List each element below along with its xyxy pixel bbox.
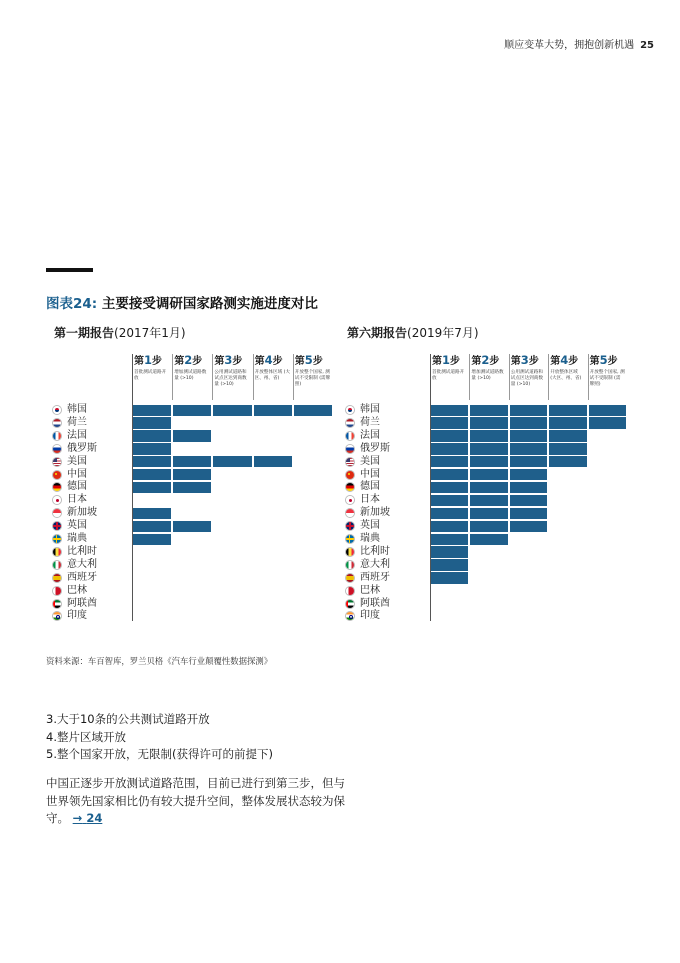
progress-bar-segment xyxy=(173,430,211,441)
progress-bar-segment xyxy=(213,405,251,416)
step-header-1 xyxy=(432,354,467,400)
progress-bar-segment xyxy=(431,508,468,519)
step-header-2 xyxy=(471,354,506,400)
country-name: 阿联酋 xyxy=(360,597,390,609)
country-name: 西班牙 xyxy=(360,571,390,583)
country-label xyxy=(52,417,138,429)
sweden-flag-icon xyxy=(345,534,355,544)
india-flag-icon xyxy=(52,611,62,621)
panel-title xyxy=(347,324,479,341)
country-label xyxy=(345,533,431,545)
progress-bar-segment xyxy=(431,417,468,428)
progress-bar-segment xyxy=(470,521,507,532)
country-name: 瑞典 xyxy=(360,533,380,544)
spain-flag-icon xyxy=(52,573,62,583)
progress-bar-segment xyxy=(470,456,507,467)
step-header-4 xyxy=(255,354,291,400)
germany-flag-icon xyxy=(345,482,355,492)
country-label xyxy=(52,520,138,532)
country-name: 西班牙 xyxy=(67,571,97,583)
panel-title-text: 第一期报告 xyxy=(54,326,115,340)
progress-bar-segment xyxy=(470,417,507,428)
step-header-4 xyxy=(550,354,585,400)
progress-bar-segment xyxy=(173,456,211,467)
step-number: 第4步 xyxy=(550,353,579,367)
country-label xyxy=(345,469,431,481)
step-description: 开放整个国家, 测试不受限制 (需牌照) xyxy=(589,370,625,388)
step-number: 第5步 xyxy=(589,353,618,367)
country-name: 韩国 xyxy=(67,404,87,415)
panel-subtitle: (2017年1月) xyxy=(114,326,186,340)
country-name: 比利时 xyxy=(360,545,390,557)
country-label xyxy=(345,430,431,442)
uae-flag-icon xyxy=(52,599,62,609)
progress-bar-segment xyxy=(470,469,507,480)
section-rule xyxy=(46,268,93,272)
country-name: 巴林 xyxy=(67,584,87,596)
step-number: 第2步 xyxy=(174,353,203,367)
column-divider xyxy=(212,354,213,400)
figure-reference-link[interactable] xyxy=(73,811,103,825)
country-name: 美国 xyxy=(360,455,380,467)
progress-bar-segment xyxy=(510,405,547,416)
country-label xyxy=(52,507,138,519)
country-label xyxy=(52,494,138,506)
progress-bar-segment xyxy=(431,469,468,480)
progress-bar-segment xyxy=(254,405,292,416)
list-item: 3.大于10条的公共测试道路开放 xyxy=(46,712,210,726)
progress-bar-segment xyxy=(470,508,507,519)
country-name: 俄罗斯 xyxy=(67,442,97,454)
india-flag-icon xyxy=(345,611,355,621)
bahrain-flag-icon xyxy=(345,586,355,596)
progress-bar-segment xyxy=(470,405,507,416)
country-label xyxy=(345,481,431,493)
progress-bar-segment xyxy=(431,456,468,467)
progress-bar-segment xyxy=(510,482,547,493)
step-description: 首批测试道路开放 xyxy=(432,370,465,382)
country-label xyxy=(345,546,431,558)
progress-bar-segment xyxy=(173,521,211,532)
country-label xyxy=(345,610,431,622)
progress-bar-segment xyxy=(133,521,171,532)
usa-flag-icon xyxy=(345,457,355,467)
country-name: 比利时 xyxy=(67,545,97,557)
country-name: 阿联酋 xyxy=(67,597,97,609)
country-name: 英国 xyxy=(360,520,380,532)
country-name: 巴林 xyxy=(360,584,380,596)
progress-bar-segment xyxy=(470,430,507,441)
italy-flag-icon xyxy=(345,560,355,570)
paragraph-text: 中国正逐步开放测试道路范围，目前已进行到第三步，但与世界领先国家相比仍有较大提升空间，整体发展状态较为保守。 xyxy=(46,776,345,825)
country-label xyxy=(345,456,431,468)
step-description: 开放整个国家, 测试不受限制 (需牌照) xyxy=(294,370,331,388)
progress-bar-segment xyxy=(549,443,586,454)
progress-bar-segment xyxy=(589,417,626,428)
progress-bar-segment xyxy=(549,456,586,467)
progress-bar-segment xyxy=(133,417,171,428)
progress-bar-segment xyxy=(510,508,547,519)
progress-bar-segment xyxy=(549,417,586,428)
step-number: 第1步 xyxy=(432,353,461,367)
uk-flag-icon xyxy=(345,521,355,531)
russia-flag-icon xyxy=(345,444,355,454)
progress-bar-segment xyxy=(510,469,547,480)
progress-bar-segment xyxy=(431,482,468,493)
step-number: 第2步 xyxy=(471,353,500,367)
progress-bar-segment xyxy=(431,521,468,532)
figure-title xyxy=(46,292,318,312)
country-name: 印度 xyxy=(67,610,87,622)
progress-bar-segment xyxy=(133,482,171,493)
country-label xyxy=(52,456,138,468)
step-description: 开放整体区域 (大区、州、省) xyxy=(254,370,291,382)
progress-bar-segment xyxy=(431,534,468,545)
country-label xyxy=(52,469,138,481)
netherlands-flag-icon xyxy=(52,418,62,428)
country-name: 新加坡 xyxy=(67,507,97,519)
country-name: 德国 xyxy=(67,481,87,493)
step-header-3 xyxy=(214,354,250,400)
country-label xyxy=(345,494,431,506)
south-korea-flag-icon xyxy=(345,405,355,415)
step-number: 第3步 xyxy=(510,353,539,367)
country-label xyxy=(52,533,138,545)
sweden-flag-icon xyxy=(52,534,62,544)
column-divider xyxy=(253,354,254,400)
panel-subtitle: (2019年7月) xyxy=(407,326,479,340)
country-label xyxy=(52,610,138,622)
country-label xyxy=(345,417,431,429)
step-description: 首批测试道路开放 xyxy=(134,370,167,382)
figure-title-text: 主要接受调研国家路测实施进度对比 xyxy=(101,296,318,312)
column-divider xyxy=(172,354,173,400)
country-name: 印度 xyxy=(360,610,380,622)
progress-bar-segment xyxy=(470,482,507,493)
country-name: 荷兰 xyxy=(360,416,380,428)
spain-flag-icon xyxy=(345,573,355,583)
country-label xyxy=(345,585,431,597)
country-label xyxy=(52,572,138,584)
step-number: 第4步 xyxy=(254,353,283,367)
panel-title-text: 第六期报告 xyxy=(347,326,408,340)
progress-bar-segment xyxy=(470,534,507,545)
country-label xyxy=(52,481,138,493)
column-divider xyxy=(509,354,510,400)
uk-flag-icon xyxy=(52,521,62,531)
progress-bar-segment xyxy=(510,495,547,506)
progress-bar-segment xyxy=(431,559,468,570)
country-name: 韩国 xyxy=(360,404,380,415)
country-name: 美国 xyxy=(67,455,87,467)
germany-flag-icon xyxy=(52,482,62,492)
japan-flag-icon xyxy=(52,495,62,505)
progress-bar-segment xyxy=(510,417,547,428)
country-label xyxy=(52,443,138,455)
step-number: 第3步 xyxy=(214,353,243,367)
uae-flag-icon xyxy=(345,599,355,609)
progress-bar-segment xyxy=(510,456,547,467)
bahrain-flag-icon xyxy=(52,586,62,596)
figure-label: 图表24: xyxy=(46,296,98,312)
step-list xyxy=(46,711,273,764)
country-name: 中国 xyxy=(360,468,380,480)
country-name: 英国 xyxy=(67,520,87,532)
france-flag-icon xyxy=(52,431,62,441)
step-header-3 xyxy=(511,354,546,400)
country-label xyxy=(345,507,431,519)
progress-bar-segment xyxy=(431,443,468,454)
progress-bar-segment xyxy=(470,443,507,454)
progress-bar-segment xyxy=(173,469,211,480)
country-name: 荷兰 xyxy=(67,416,87,428)
country-name: 意大利 xyxy=(360,558,390,570)
progress-bar-segment xyxy=(510,521,547,532)
progress-bar-segment xyxy=(213,456,251,467)
progress-bar-segment xyxy=(549,430,586,441)
list-item: 5.整个国家开放，无限制(获得许可的前提下) xyxy=(46,747,273,761)
progress-bar-segment xyxy=(133,443,171,454)
progress-bar-segment xyxy=(431,495,468,506)
country-name: 日本 xyxy=(67,494,87,506)
reference-number: 24 xyxy=(86,811,103,825)
step-description: 公用测试道路和试点区达到商数量 (>10) xyxy=(214,370,247,388)
country-label xyxy=(345,520,431,532)
progress-bar-segment xyxy=(510,430,547,441)
step-header-5 xyxy=(295,354,331,400)
progress-bar-segment xyxy=(549,405,586,416)
chart-panel-first-report xyxy=(46,320,336,630)
netherlands-flag-icon xyxy=(345,418,355,428)
step-header-2 xyxy=(174,354,210,400)
step-description: 开放整体区域 (大区、州、省) xyxy=(550,370,582,382)
progress-bar-segment xyxy=(133,405,171,416)
progress-bar-segment xyxy=(254,456,292,467)
country-name: 法国 xyxy=(67,429,87,441)
country-label xyxy=(52,559,138,571)
body-paragraph xyxy=(46,775,346,828)
country-label xyxy=(345,598,431,610)
list-item: 4.整片区域开放 xyxy=(46,729,126,744)
arrow-right-icon: → xyxy=(72,811,83,825)
china-flag-icon xyxy=(345,470,355,480)
step-number: 第1步 xyxy=(134,353,163,367)
country-label xyxy=(345,572,431,584)
step-description: 公用测试道路和试点区达到商数量 (>10) xyxy=(510,370,543,388)
country-label xyxy=(52,404,138,416)
progress-bar-segment xyxy=(133,534,171,545)
step-number: 第5步 xyxy=(294,353,323,367)
panel-title xyxy=(54,324,186,341)
progress-bar-segment xyxy=(173,405,211,416)
country-name: 法国 xyxy=(360,429,380,441)
china-flag-icon xyxy=(52,470,62,480)
country-name: 俄罗斯 xyxy=(360,442,390,454)
chart-panel-sixth-report xyxy=(339,320,629,630)
running-header xyxy=(504,36,654,51)
source-note: 资料来源：车百智库，罗兰贝格《汽车行业颠覆性数据探测》 xyxy=(46,656,273,666)
progress-bar-segment xyxy=(510,443,547,454)
belgium-flag-icon xyxy=(345,547,355,557)
singapore-flag-icon xyxy=(52,508,62,518)
italy-flag-icon xyxy=(52,560,62,570)
progress-bar-segment xyxy=(133,430,171,441)
step-header-1 xyxy=(134,354,170,400)
country-name: 瑞典 xyxy=(67,533,87,544)
japan-flag-icon xyxy=(345,495,355,505)
column-divider xyxy=(548,354,549,400)
south-korea-flag-icon xyxy=(52,405,62,415)
column-divider xyxy=(469,354,470,400)
header-title: 顺应变革大势，拥抱创新机遇 xyxy=(504,40,635,51)
progress-bar-segment xyxy=(589,405,626,416)
belgium-flag-icon xyxy=(52,547,62,557)
country-name: 中国 xyxy=(67,468,87,480)
france-flag-icon xyxy=(345,431,355,441)
column-divider xyxy=(293,354,294,400)
progress-bar-segment xyxy=(294,405,332,416)
country-name: 日本 xyxy=(360,494,380,506)
step-description: 增加测试道路数量 (>10) xyxy=(471,370,504,382)
country-label xyxy=(345,559,431,571)
progress-bar-segment xyxy=(470,495,507,506)
usa-flag-icon xyxy=(52,457,62,467)
progress-bar-segment xyxy=(431,546,468,557)
singapore-flag-icon xyxy=(345,508,355,518)
country-name: 德国 xyxy=(360,481,380,493)
country-label xyxy=(52,546,138,558)
progress-bar-segment xyxy=(431,405,468,416)
country-label xyxy=(345,443,431,455)
country-name: 新加坡 xyxy=(360,507,390,519)
progress-bar-segment xyxy=(133,456,171,467)
country-label xyxy=(52,598,138,610)
progress-bar-segment xyxy=(173,482,211,493)
country-label xyxy=(52,585,138,597)
page-number: 25 xyxy=(640,40,654,51)
country-label xyxy=(345,404,431,416)
step-header-5 xyxy=(590,354,625,400)
step-description: 增加测试道路数量 (>10) xyxy=(174,370,207,382)
column-divider xyxy=(588,354,589,400)
progress-bar-segment xyxy=(431,430,468,441)
progress-bar-segment xyxy=(133,469,171,480)
country-name: 意大利 xyxy=(67,558,97,570)
russia-flag-icon xyxy=(52,444,62,454)
progress-bar-segment xyxy=(431,572,468,583)
country-label xyxy=(52,430,138,442)
progress-bar-segment xyxy=(133,508,171,519)
